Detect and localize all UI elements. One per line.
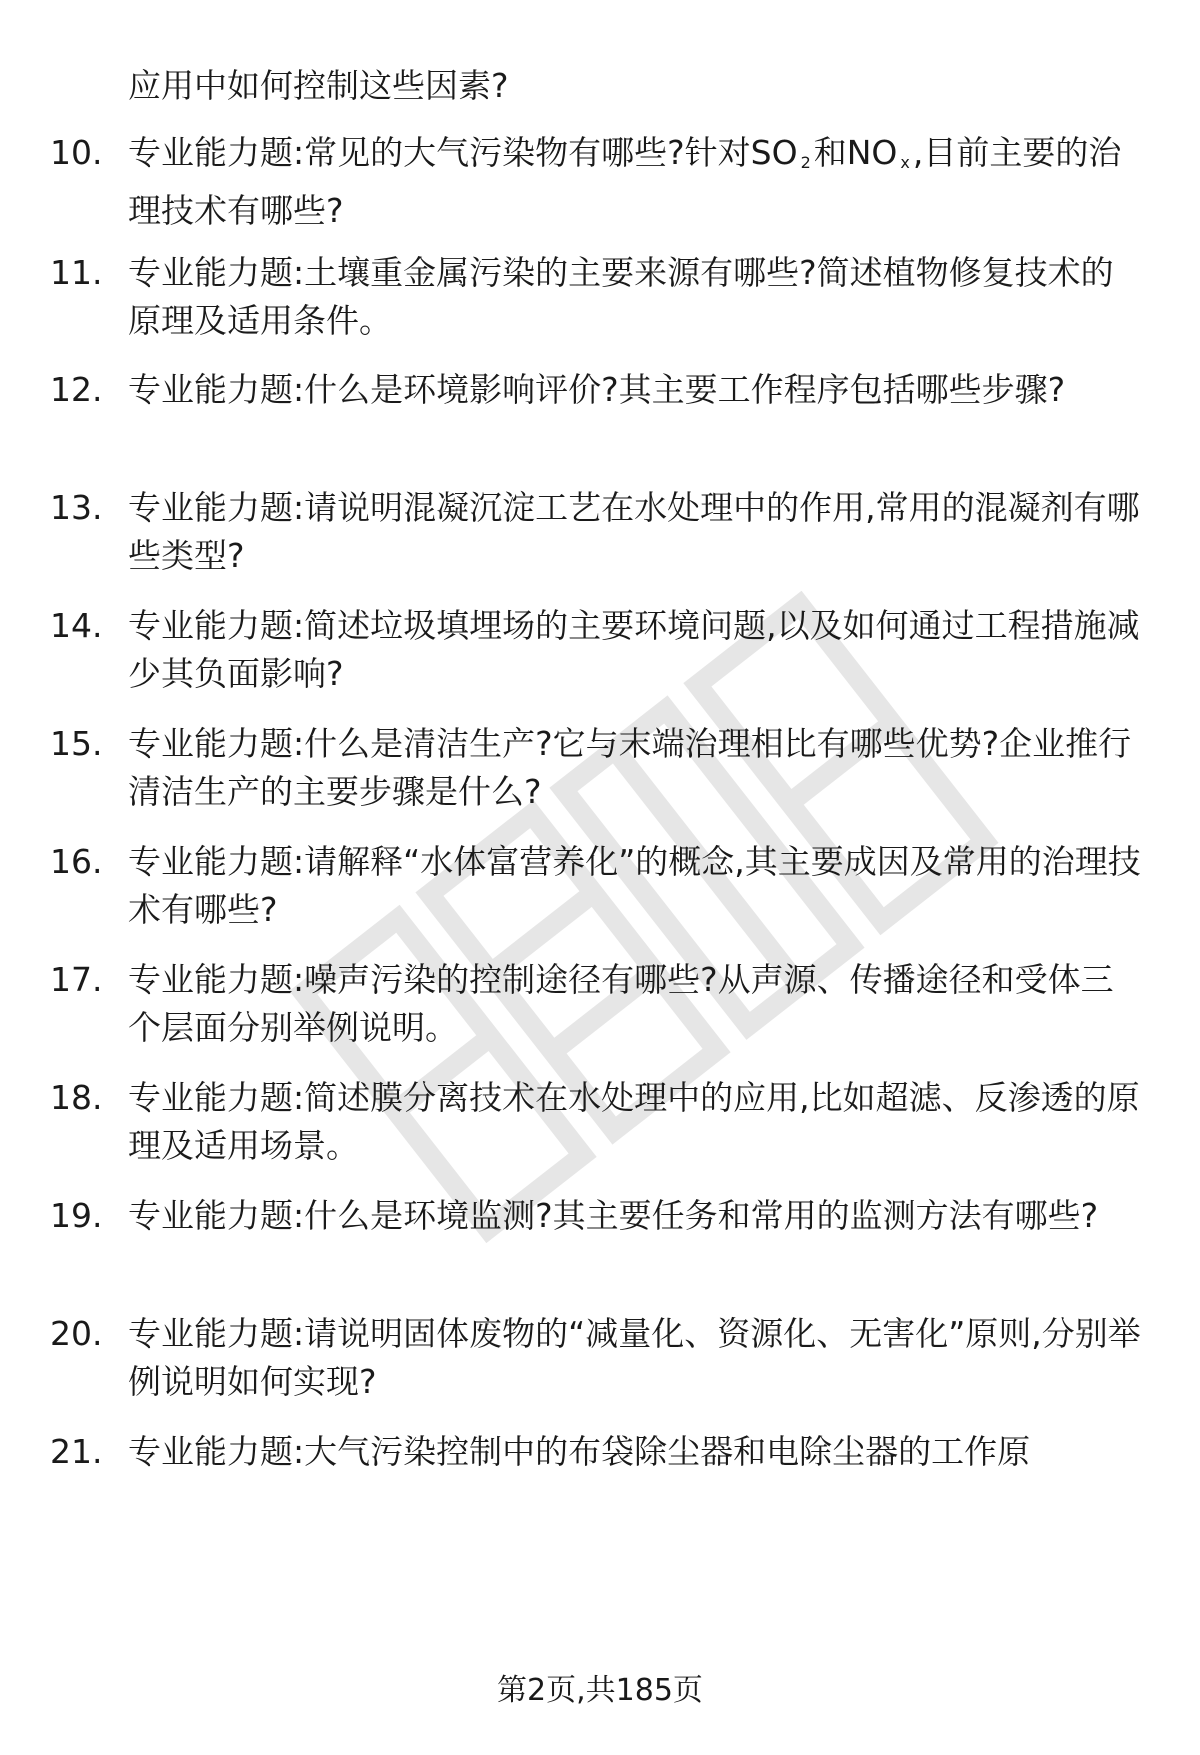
question-number: 10. [50,133,103,172]
question-number: 11. [50,253,103,292]
question-number: 15. [50,724,103,763]
question-number: 17. [50,960,103,999]
question-number: 16. [50,842,103,881]
question-number: 18. [50,1078,103,1117]
question-text: 专业能力题:土壤重金属污染的主要来源有哪些?简述植物修复技术的原理及适用条件。 [128,253,1114,340]
question-text: 专业能力题:噪声污染的控制途径有哪些?从声源、传播途径和受体三个层面分别举例说明。 [128,960,1114,1047]
question-number: 12. [50,370,103,409]
question-number: 21. [50,1432,103,1471]
question-text: 专业能力题:大气污染控制中的布袋除尘器和电除尘器的工作原 [128,1432,1031,1471]
question-text: 专业能力题:请说明混凝沉淀工艺在水处理中的作用,常用的混凝剂有哪些类型? [128,488,1140,575]
question-text-part: ,目前主要的治理技术有哪些? [128,133,1122,230]
question-number: 14. [50,606,103,645]
question-text [128,129,1143,235]
page-footer: 第2页,共185页 [497,1673,703,1708]
question-text: 专业能力题:请解释“水体富营养化”的概念,其主要成因及常用的治理技术有哪些? [128,842,1141,929]
question-text-part: 专业能力题:常见的大气污染物有哪些?针对SO [128,133,798,172]
subscript: 2 [800,153,811,172]
subscript: x [900,153,910,172]
question-text: 专业能力题:什么是环境监测?其主要任务和常用的监测方法有哪些? [128,1196,1099,1235]
continuation-line: 应用中如何控制这些因素? [128,66,509,105]
question-number: 19. [50,1196,103,1235]
question-text: 专业能力题:什么是清洁生产?它与末端治理相比有哪些优势?企业推行清洁生产的主要步骤是什么? [128,724,1132,811]
question-number: 20. [50,1314,103,1353]
question-text: 专业能力题:简述垃圾填埋场的主要环境问题,以及如何通过工程措施减少其负面影响? [128,606,1140,693]
question-number: 13. [50,488,103,527]
question-text: 专业能力题:简述膜分离技术在水处理中的应用,比如超滤、反渗透的原理及适用场景。 [128,1078,1140,1165]
question-text: 专业能力题:请说明固体废物的“减量化、资源化、无害化”原则,分别举例说明如何实现? [128,1314,1141,1401]
question-text-part: 和NO [813,133,898,172]
question-text: 专业能力题:什么是环境影响评价?其主要工作程序包括哪些步骤? [128,370,1066,409]
